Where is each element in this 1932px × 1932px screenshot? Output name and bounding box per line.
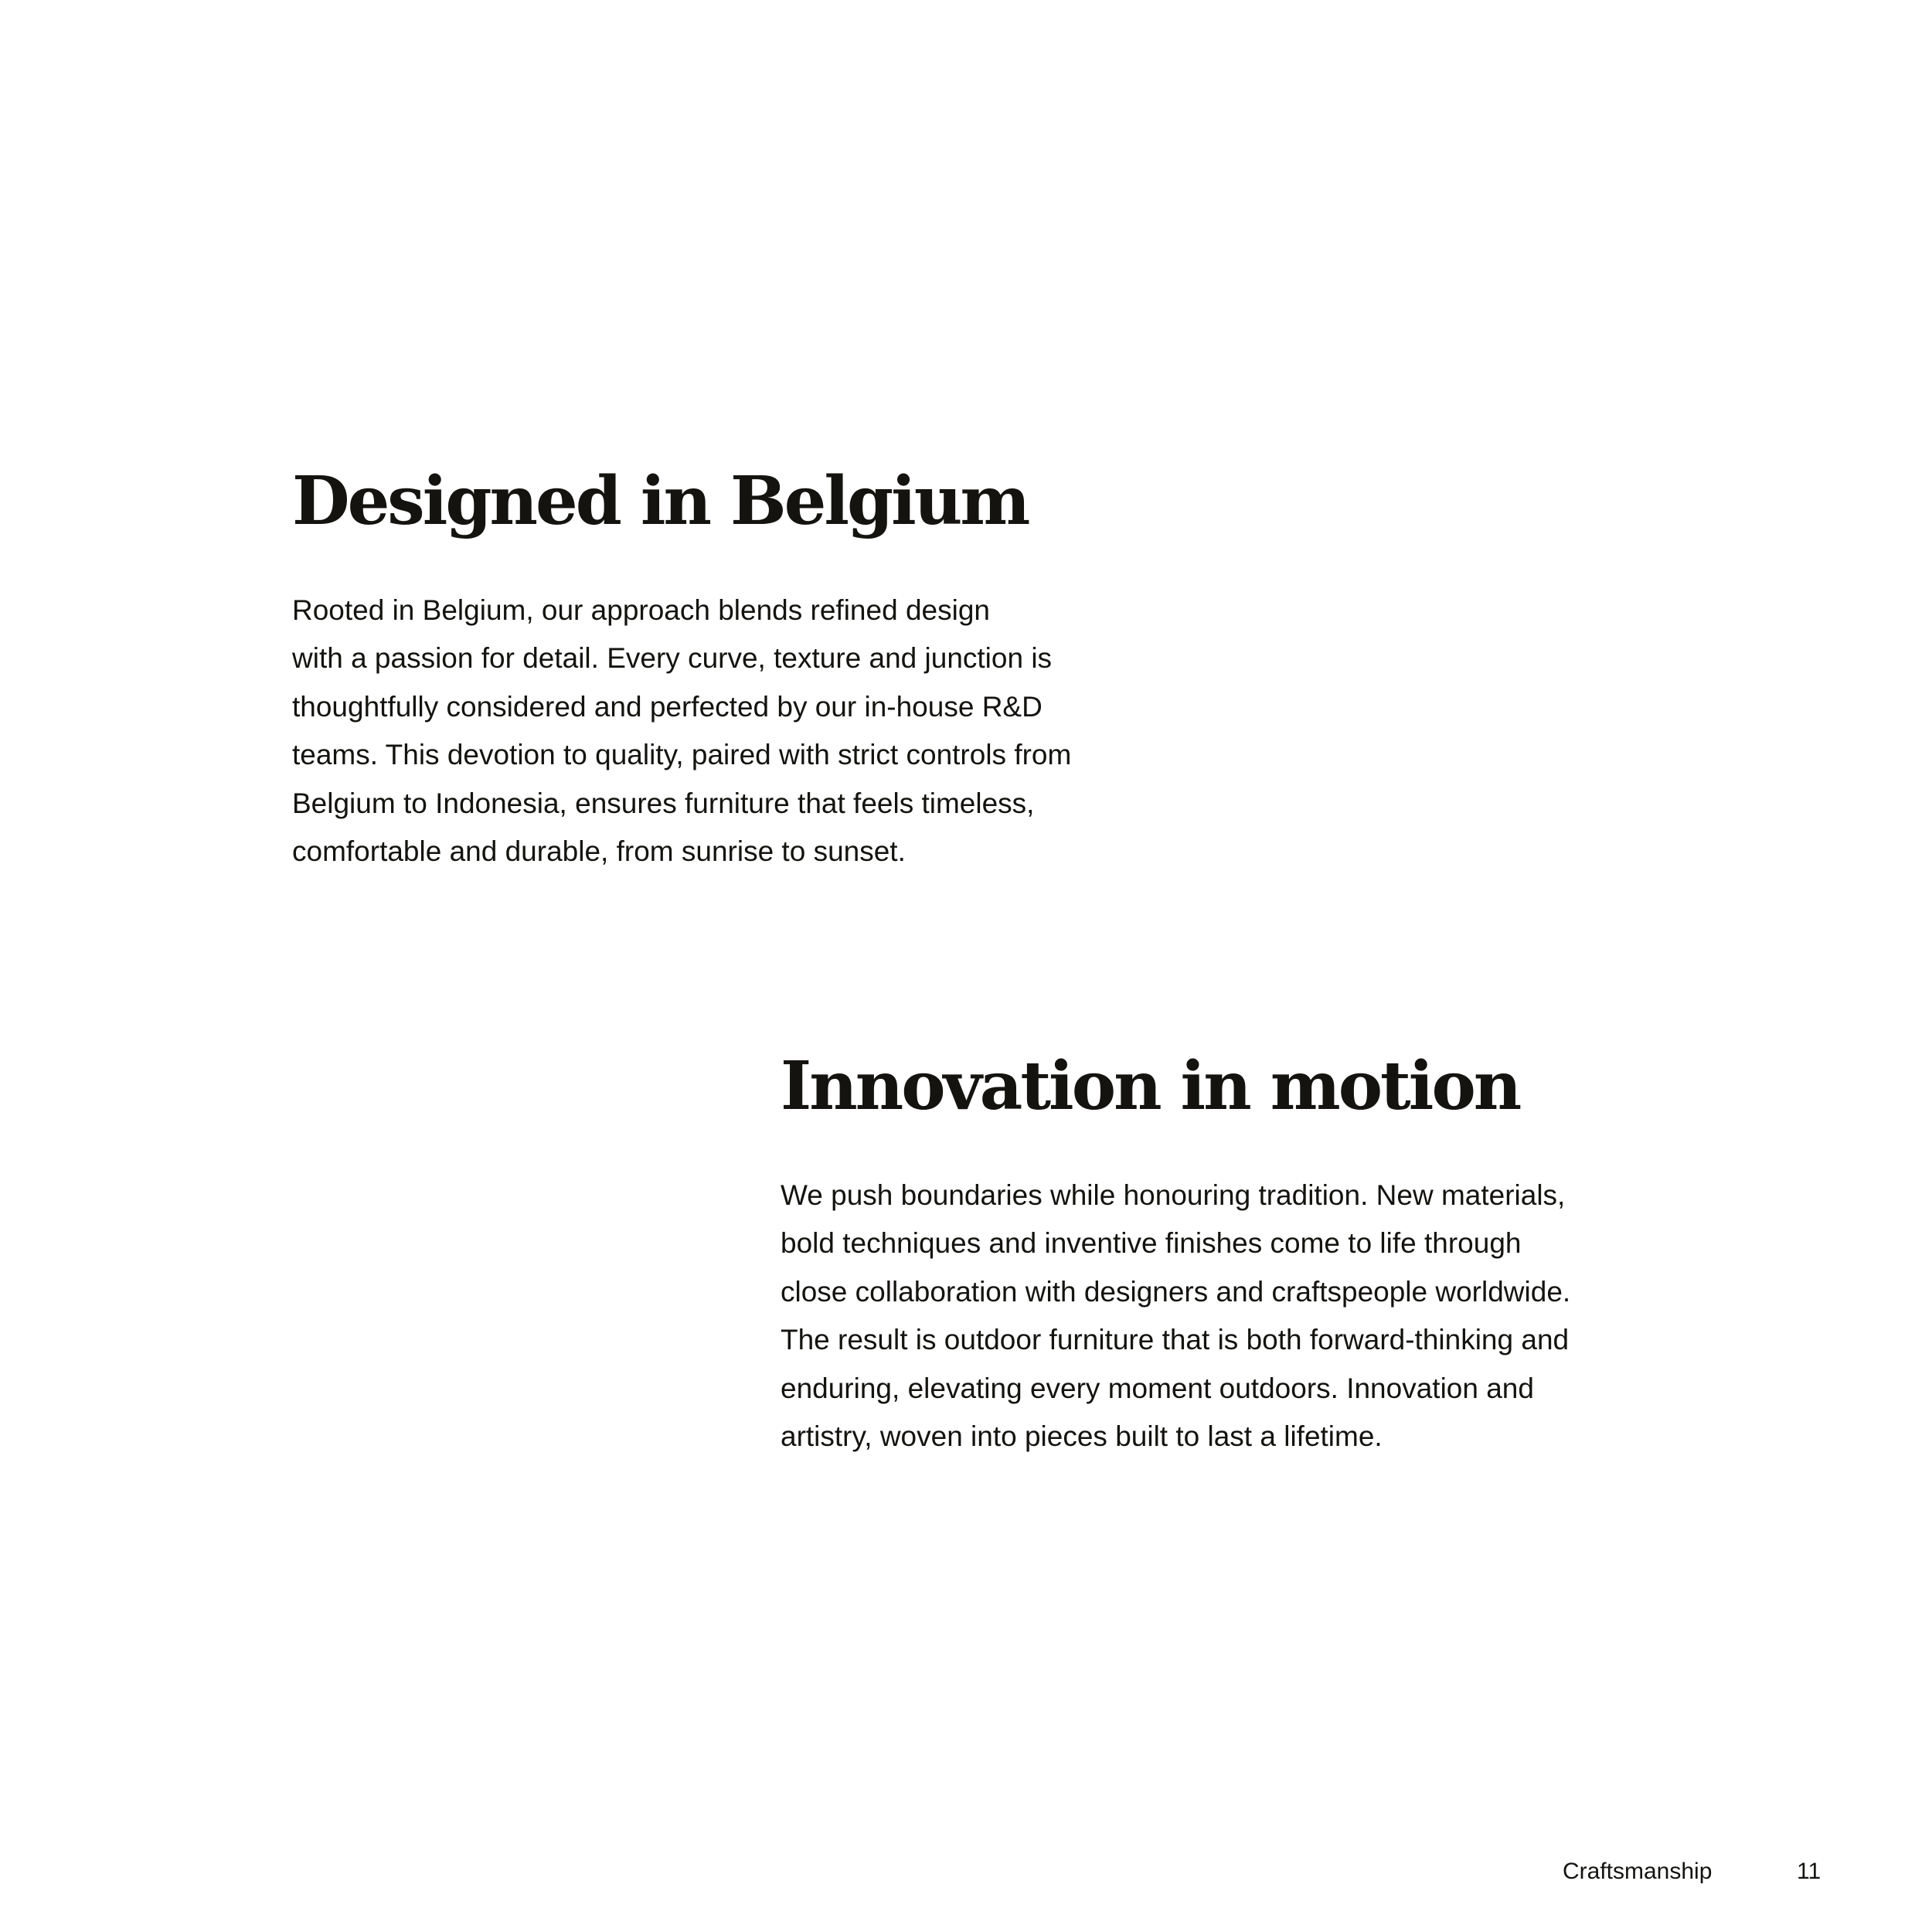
section-heading: Innovation in motion (781, 1047, 1520, 1125)
body-line: bold techniques and inventive finishes come to life through (781, 1227, 1522, 1260)
section-innovation-in-motion (781, 1049, 1708, 1461)
body-line: enduring, elevating every moment outdoors. Innovation and (781, 1372, 1534, 1404)
page-number: 11 (1797, 1859, 1821, 1884)
section-body (292, 587, 1189, 876)
body-line: Belgium to Indonesia, ensures furniture that feels timeless, (292, 787, 1035, 819)
body-line: artistry, woven into pieces built to last a lifetime. (781, 1420, 1383, 1453)
section-designed-in-belgium (292, 464, 1189, 876)
body-line: comfortable and durable, from sunrise to sunset. (292, 835, 906, 868)
body-line: teams. This devotion to quality, paired with strict controls from (292, 739, 1072, 771)
body-line: We push boundaries while honouring tradition. New materials, (781, 1179, 1566, 1211)
body-line: close collaboration with designers and craftspeople worldwide. (781, 1275, 1571, 1308)
body-line: The result is outdoor furniture that is both forward-thinking and (781, 1324, 1570, 1356)
body-line: with a passion for detail. Every curve, texture and junction is (292, 642, 1053, 675)
body-line: thoughtfully considered and perfected by our in-house R&D (292, 690, 1043, 723)
page-footer (0, 1859, 1932, 1889)
section-body (781, 1172, 1708, 1461)
section-heading: Designed in Belgium (292, 462, 1029, 540)
body-line: Rooted in Belgium, our approach blends refined design (292, 594, 990, 626)
footer-section-name: Craftsmanship (1563, 1859, 1713, 1884)
